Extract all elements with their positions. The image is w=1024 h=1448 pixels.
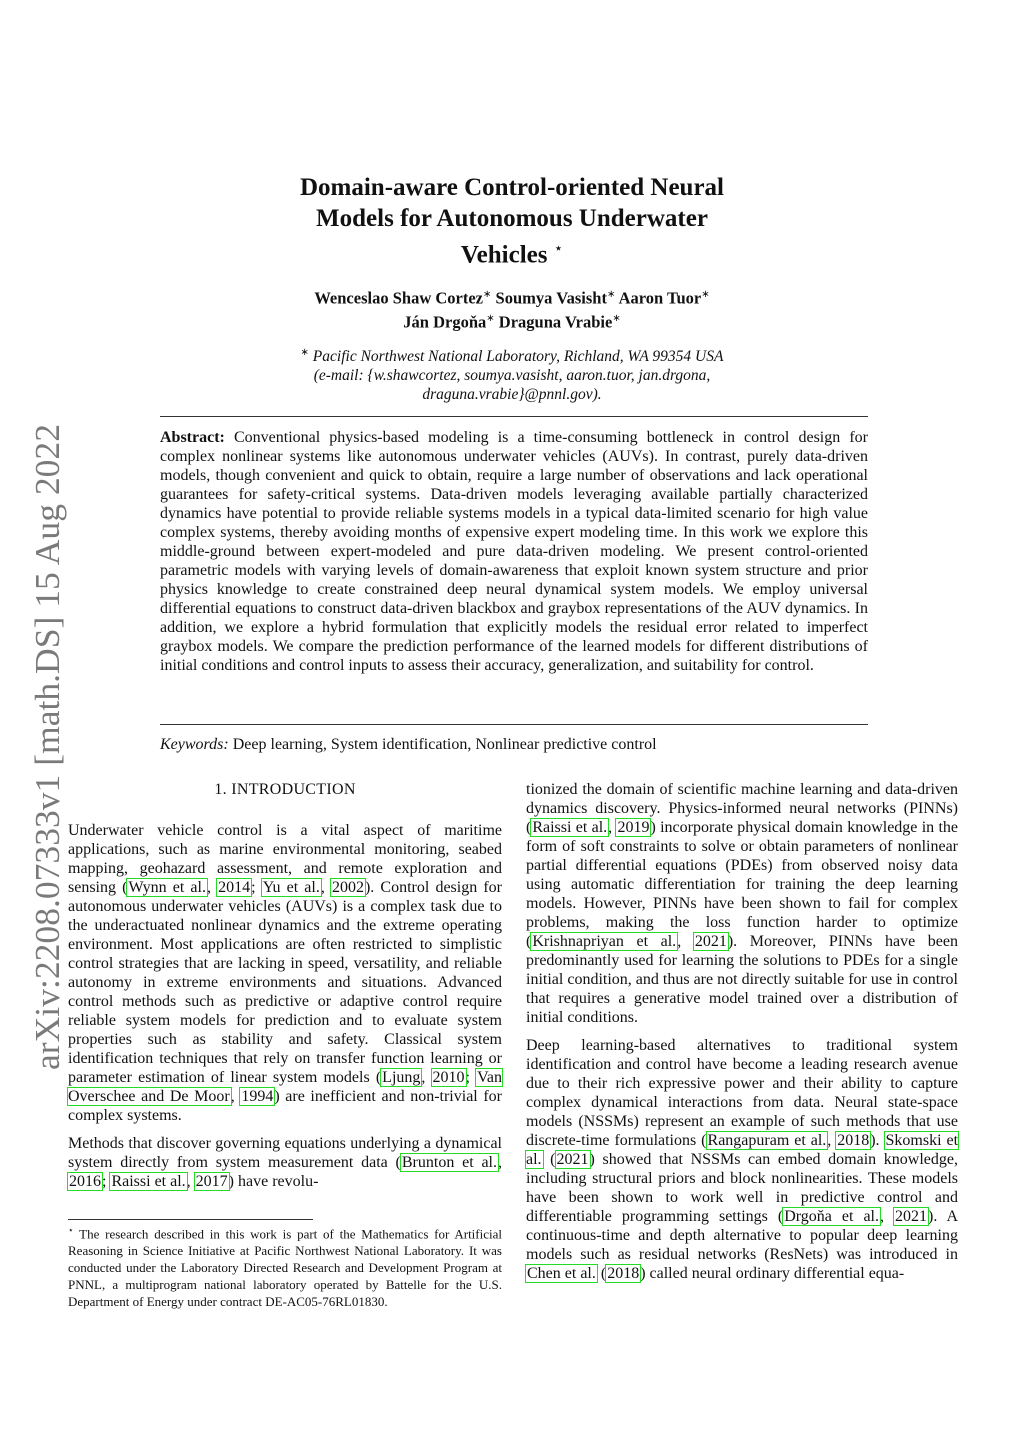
body-text: ,	[320, 879, 331, 896]
citation-link[interactable]: 2018	[837, 1132, 870, 1149]
affiliation-institution: Pacific Northwest National Laboratory, Richland, WA 99354 USA	[312, 348, 724, 366]
body-text: ) incorporate physical domain knowledge in the form of soft constraints to solve or obtain parameters of nonlinear partial differential equations (PDEs) from observed noisy data using automatic differentiation for training the deep learning models. However, PINNs have been shown to fail for complex problems, making the loss function harder to optimize (	[526, 819, 959, 950]
author-mark: ∗	[606, 289, 616, 300]
paper-title	[212, 172, 812, 270]
abstract-top-rule	[160, 416, 868, 417]
affiliation-mark: ∗	[300, 347, 309, 358]
author-name: Wenceslao Shaw Cortez	[314, 288, 483, 308]
affiliation-line-2: (e-mail: {w.shawcortez, soumya.vasisht, aaron.tuor, jan.drgona,	[313, 367, 711, 385]
author-mark: ∗	[486, 312, 495, 324]
citation-link[interactable]: Yu et al.	[262, 879, 320, 896]
citation-link[interactable]: 2016	[69, 1173, 101, 1190]
author-line-2	[212, 309, 812, 333]
citation-link[interactable]: Brunton et al.	[401, 1154, 497, 1171]
body-text: ). Control design for autonomous underwater vehicles (AUVs) is a complex task due to the underactuated nonlinear dynamics and the extreme operating environment. Most applications are often restricted to simplistic control strategies that are lacking in speed, versatility, and reliable autonomy in extreme environments and situations. Advanced control methods such as predictive or adaptive control require reliable system models for prediction and to evaluate system properties such as stability and safety. Classical system identification techniques that rely on transfer function learning or parameter estimation of linear system models (	[68, 879, 503, 1086]
body-text: ,	[880, 1208, 894, 1225]
body-text: ) have revolu-	[228, 1173, 319, 1190]
author-mark: ∗	[701, 289, 710, 300]
citation-link[interactable]: Krishnapriyan et al.	[532, 933, 677, 950]
body-text: ,	[230, 1088, 241, 1105]
affiliation-line-1	[212, 343, 812, 366]
body-text: ,	[421, 1069, 432, 1086]
body-text: ).	[870, 1132, 885, 1149]
author-mark: ∗	[612, 312, 621, 324]
body-text: ,	[186, 1173, 195, 1190]
citation-link[interactable]: Raissi et al.	[532, 819, 608, 836]
citation-link[interactable]: Drgoňa et al.	[784, 1208, 879, 1225]
arxiv-stamp-graphic	[16, 422, 70, 1070]
author-list	[212, 285, 812, 332]
author-name: Aaron Tuor	[618, 288, 702, 308]
title-line-1: Domain-aware Control-oriented Neural	[299, 174, 724, 201]
citation-link[interactable]: Rangapuram et al.	[707, 1132, 827, 1149]
body-text: ) showed that NSSMs can embed domain knowledge, including structural priors and block nonlinearities. These models have been shown to work well in predictive control and differentiable programming settings (	[526, 1151, 958, 1225]
title-line-2: Models for Autonomous Underwater	[316, 205, 708, 232]
abstract-bottom-rule	[160, 724, 868, 725]
citation-link[interactable]: Skomski et al.	[526, 1132, 959, 1168]
keywords	[160, 735, 868, 754]
author-line-1	[212, 285, 812, 309]
intro-paragraph-1	[68, 821, 502, 1125]
citation-link[interactable]: Wynn et al.	[128, 879, 206, 896]
title-footnote-marker: ⋆	[553, 241, 564, 257]
citation-link[interactable]: 2021	[895, 1208, 927, 1225]
footnote	[68, 1222, 502, 1310]
body-text: ;	[465, 1069, 477, 1086]
body-text: Underwater vehicle control is a vital aspect of maritime applications, such as marine environmental monitoring, seabed mapping, geohazard assessment, and remote exploration and sensing (	[68, 822, 502, 896]
title-line-3-wrap	[212, 234, 812, 270]
intro-paragraph-4	[526, 1036, 958, 1283]
section-heading: 1. INTRODUCTION	[214, 781, 356, 798]
body-text: ;	[251, 879, 262, 896]
affiliation-line-3: draguna.vrabie}@pnnl.gov).	[422, 386, 602, 404]
body-text: ) are inefficient and non-trivial for complex systems.	[68, 1088, 503, 1124]
citation-link[interactable]: 2021	[556, 1151, 589, 1168]
footnote-marker: ⋆	[68, 1225, 74, 1235]
body-text: (	[596, 1265, 607, 1282]
arxiv-side-stamp	[16, 422, 70, 1070]
citation-link[interactable]: Chen et al.	[527, 1265, 596, 1282]
citation-link[interactable]: 1994	[241, 1088, 274, 1105]
intro-paragraph-2	[68, 1134, 502, 1191]
right-column	[526, 780, 958, 1292]
abstract-label: Abstract:	[160, 429, 225, 446]
body-text: tionized the domain of scientific machine learning and data-driven dynamics discovery. Physics-informed neural networks (PINNs) (	[526, 781, 958, 836]
body-text: ,	[827, 1132, 837, 1149]
author-mark: ∗	[483, 289, 492, 300]
citation-link[interactable]: 2021	[694, 933, 727, 950]
body-text: ,	[206, 879, 218, 896]
body-text: Deep learning-based alternatives to traditional system identification and control have become a leading research avenue due to their rich expressive power and their ability to capture complex dynamical interactions from data. Neural state-space models (NSSMs) represent an example of such methods that use discrete-time formulations (	[526, 1037, 958, 1149]
keywords-label: Keywords:	[160, 736, 229, 753]
title-line-3: Vehicles	[460, 241, 548, 269]
citation-link[interactable]: Raissi et al.	[111, 1173, 186, 1190]
citation-link[interactable]: 2019	[617, 819, 650, 836]
keywords-text: Deep learning, System identification, Nonlinear predictive control	[232, 736, 657, 753]
body-text: ;	[102, 1173, 111, 1190]
affiliation	[212, 343, 812, 404]
footnote-text: The research described in this work is part of the Mathematics for Artificial Reasoning in Science Initiative at Pacific Northwest National Laboratory. It was conducted under the Laboratory Directed Research and Development Program at PNNL, a multiprogram national laboratory operated by Battelle for the U.S. Department of Energy under contract DE-AC05-76RL01830.	[68, 1226, 502, 1310]
abstract-text: Conventional physics-based modeling is a time-consuming bottleneck in control design for complex nonlinear systems like autonomous underwater vehicles (AUVs). In contrast, purely data-driven models, though convenient and quick to obtain, require a large number of observations and lack operational guarantees for safety-critical systems. Data-driven models leveraging available partially characterized dynamics have potential to provide reliable systems models in a typical data-limited scenario for high value complex systems, thereby avoiding months of expensive expert modeling time. In this work we explore this middle-ground between expert-modeled and pure data-driven modeling. We present control-oriented parametric models with varying levels of domain-awareness that exploit known system structure and prior physics knowledge to create constrained deep neural dynamical system models. We employ universal differential equations to construct data-driven blackbox and graybox representations of the AUV dynamics. In addition, we explore a hybrid formulation that explicitly models the residual error related to imperfect graybox models. We compare the prediction performance of the learned models for different distributions of initial conditions and control inputs to assess their accuracy, generalization, and suitability for control.	[160, 429, 869, 674]
citation-link[interactable]: Ljung	[382, 1069, 421, 1086]
body-text: ). A continuous-time and depth alternative to popular deep learning models such as residual networks (ResNets) was introduced in	[526, 1208, 958, 1263]
left-column	[68, 780, 502, 1200]
intro-paragraph-3	[526, 780, 958, 1027]
footnote-rule	[68, 1219, 313, 1220]
abstract	[160, 428, 868, 675]
body-text: Methods that discover governing equations underlying a dynamical system directly from system measurement data (	[68, 1135, 502, 1171]
citation-link[interactable]: 2018	[607, 1265, 640, 1282]
citation-link[interactable]: 2010	[432, 1069, 465, 1086]
author-name: Draguna Vrabie	[498, 312, 613, 331]
arxiv-stamp-text: arXiv:2208.07333v1 [math.DS] 15 Aug 2022	[28, 434, 67, 1070]
body-text: ). Moreover, PINNs have been predominantly used for learning the solutions to PDEs for a single initial condition, and thus are not directly suitable for use in control that requires a generative model trained over a distribution of initial conditions.	[526, 933, 959, 1026]
body-text: ,	[608, 819, 617, 836]
citation-link[interactable]: 2002	[331, 879, 364, 896]
citation-link[interactable]: Van Overschee and De Moor	[68, 1069, 503, 1105]
citation-link[interactable]: 2017	[195, 1173, 228, 1190]
citation-link[interactable]: 2014	[218, 879, 251, 896]
body-text: ,	[677, 933, 694, 950]
author-name: Ján Drgoňa	[403, 312, 487, 331]
author-name: Soumya Vasisht	[495, 288, 607, 308]
body-text: ,	[498, 1154, 502, 1171]
body-text: (	[542, 1151, 556, 1168]
body-text: ) called neural ordinary differential equa-	[640, 1265, 905, 1282]
